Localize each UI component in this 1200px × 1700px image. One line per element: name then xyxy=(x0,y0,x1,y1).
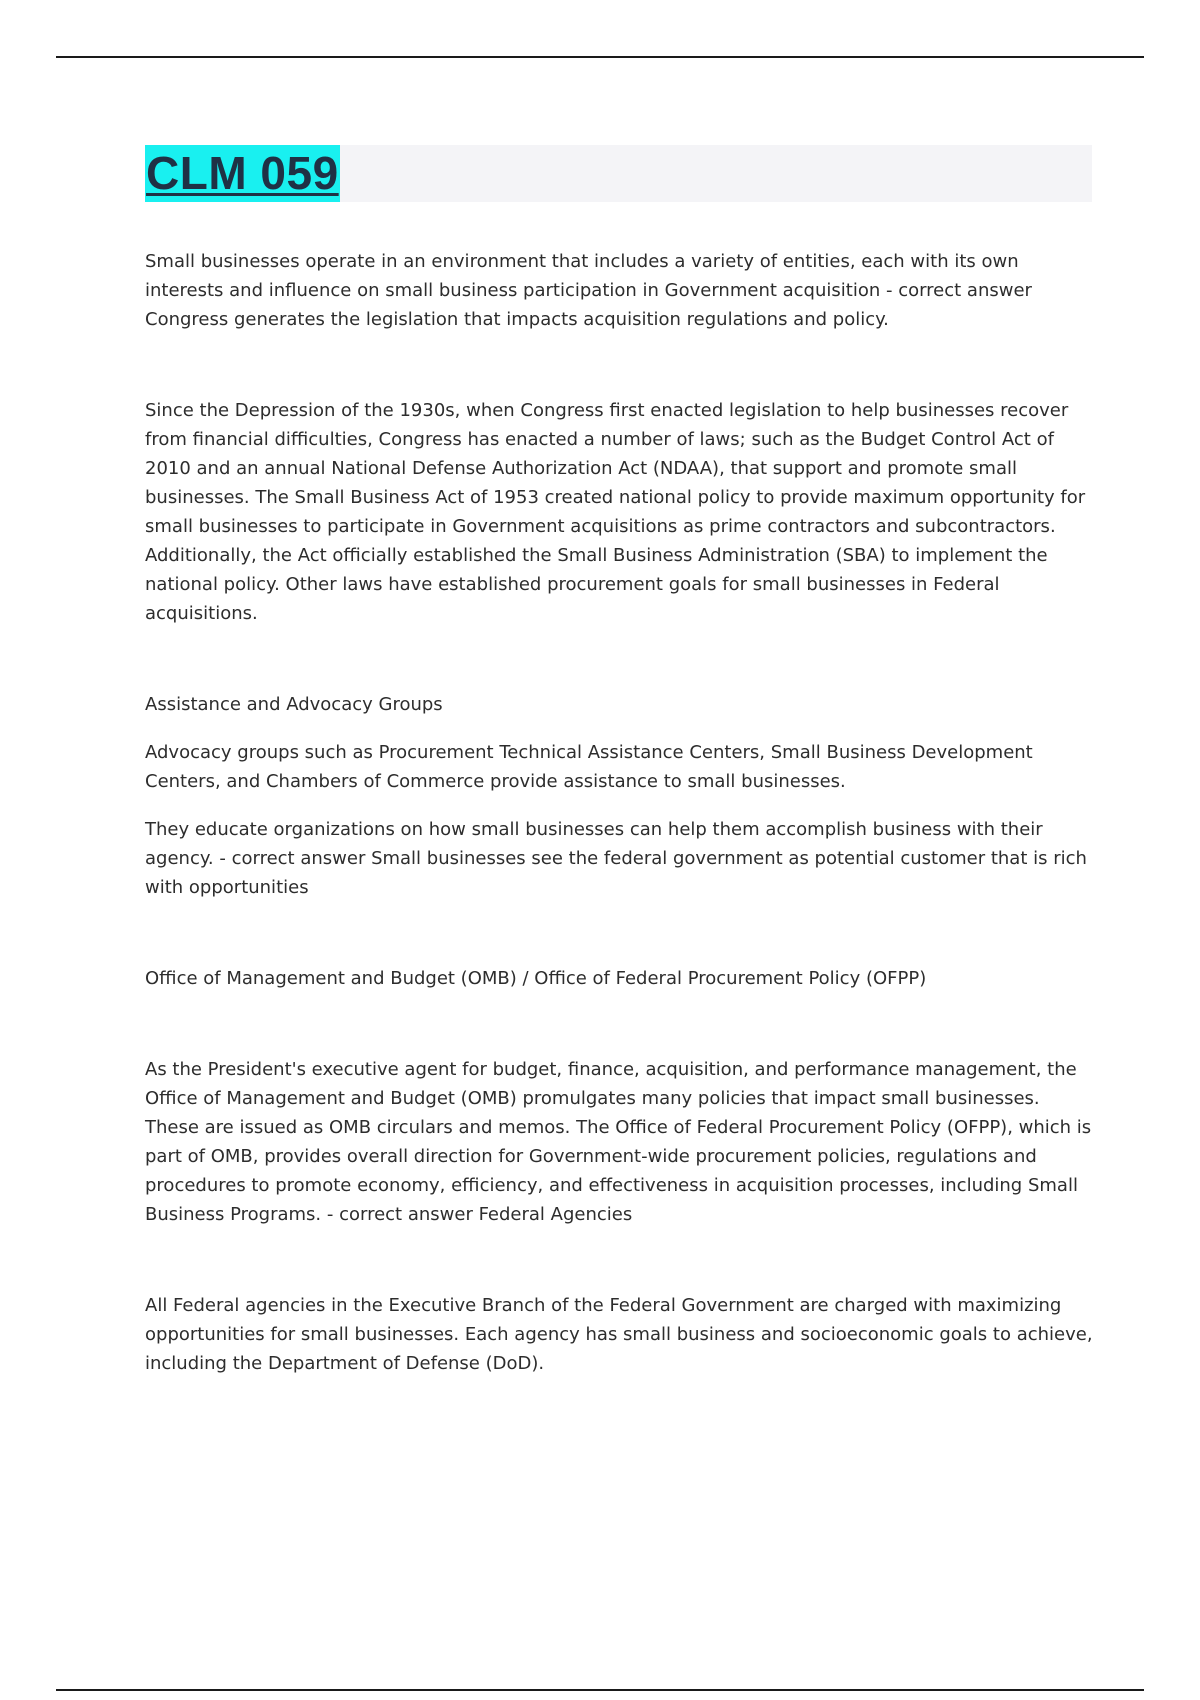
paragraph-federal-agencies: All Federal agencies in the Executive Branch of the Federal Government are charged with maximizing opportunities for small businesses. Each agency has small business and socioeconomic goals to achieve, including the Department of Defense (DoD). xyxy=(145,1295,1093,1374)
document-title: CLM 059 xyxy=(145,145,340,202)
header-rule xyxy=(56,56,1144,58)
document-body xyxy=(145,247,1095,1378)
section-heading-omb: Office of Management and Budget (OMB) / Office of Federal Procurement Policy (OFPP) xyxy=(145,968,927,989)
section-heading-advocacy: Assistance and Advocacy Groups xyxy=(145,694,443,715)
paragraph-intro: Small businesses operate in an environment that includes a variety of entities, each with its own interests and influence on small business participation in Government acquisition - correct answer Congress generates the legislation that impacts acquisition regulations and policy. xyxy=(145,251,1032,330)
footer-rule xyxy=(56,1689,1144,1691)
paragraph-educate: They educate organizations on how small businesses can help them accomplish business with their agency. - correct answer Small businesses see the federal government as potential customer that is rich with opportunities xyxy=(145,819,1087,898)
paragraph-congress-history: Since the Depression of the 1930s, when Congress first enacted legislation to help businesses recover from financial difficulties, Congress has enacted a number of laws; such as the Budget Control Act of 2010 and an annual National Defense Authorization Act (NDAA), that support and promote small businesses. The Small Business Act of 1953 created national policy to provide maximum opportunity for small businesses to participate in Government acquisitions as prime contractors and subcontractors. Additionally, the Act officially established the Small Business Administration (SBA) to implement the national policy. Other laws have established procurement goals for small businesses in Federal acquisitions. xyxy=(145,400,1086,624)
paragraph-advocacy-groups: Advocacy groups such as Procurement Technical Assistance Centers, Small Business Development Centers, and Chambers of Commerce provide assistance to small businesses. xyxy=(145,742,1033,792)
paragraph-omb: As the President's executive agent for budget, finance, acquisition, and performance management, the Office of Management and Budget (OMB) promulgates many policies that impact small businesses. These are issued as OMB circulars and memos. The Office of Federal Procurement Policy (OFPP), which is part of OMB, provides overall direction for Government-wide procurement policies, regulations and procedures to promote economy, efficiency, and effectiveness in acquisition processes, including Small Business Programs. - correct answer Federal Agencies xyxy=(145,1059,1092,1225)
